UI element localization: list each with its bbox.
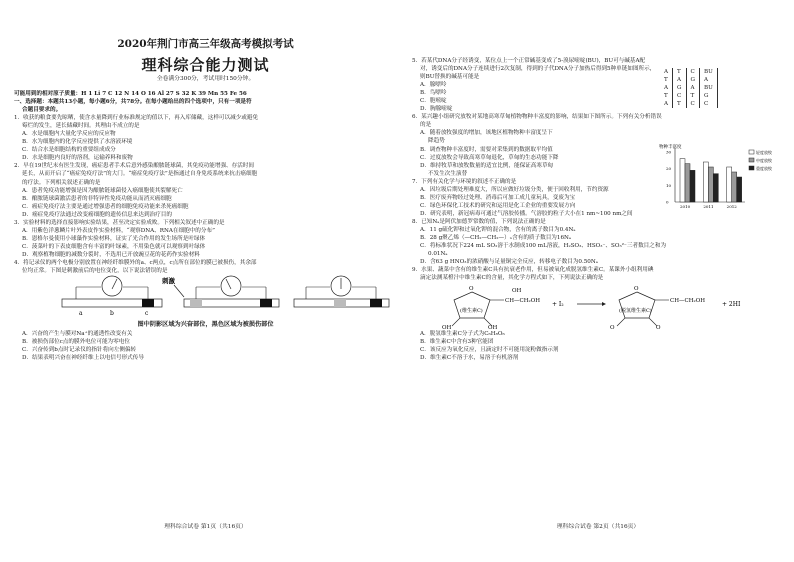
option-d-cont: 不发生次生演替	[428, 170, 468, 177]
svg-text:O: O	[634, 286, 639, 293]
dna-base: A	[660, 84, 673, 92]
dna-strands-table	[660, 68, 718, 108]
stimulus-arrow-icon	[174, 285, 184, 297]
bar	[732, 172, 737, 202]
dna-base: T	[673, 100, 686, 108]
option-c-cont: 0.01Nₐ	[428, 251, 448, 258]
dna-base: A	[660, 68, 673, 76]
section-title: 一、选择题：本题共13小题，每小题6分，共78分。在每小题给出的四个选项中，只有一项是符	[14, 99, 252, 106]
bar	[727, 167, 732, 202]
plus-hi: + 2HI	[722, 301, 741, 309]
vitamin-c-structure	[442, 286, 540, 330]
fiber-propagating	[294, 276, 389, 307]
option-a: A．用紫色洋葱鳞片叶外表皮作实验材料，“观察DNA、RNA在细胞中的分布”	[22, 227, 215, 234]
legend-label: 重度放牧	[756, 166, 772, 171]
legend-swatch	[749, 150, 754, 154]
option-b: B．被损伤部位c点的膜外电位可能为零电位	[22, 339, 130, 346]
question-text: 2．早在19世纪末有医生发现，癌症患者手术后意外感染酿脓链球菌，其免疫功能增强、存活时间	[14, 163, 255, 170]
option-c: C．结合水是细胞结构的重要组成成分	[22, 147, 116, 154]
question-1	[14, 114, 397, 162]
dna-base: BU	[700, 68, 718, 76]
dna-base: T	[660, 76, 673, 84]
option-a: A．兴奋的产生与膜对Na⁺的通透性改变有关	[22, 331, 133, 338]
subject-title: 理科综合能力测试	[141, 56, 270, 74]
question-4	[14, 259, 397, 362]
dna-base: G	[687, 76, 700, 84]
option-c: C．胞嘧啶	[420, 98, 447, 105]
option-d: D．胸腺嘧啶	[420, 106, 453, 113]
question-text: 延长，从而开启了“癌症免疫疗法”的大门。“癌症免疫疗法”是指通过自身免疫系统来抗击癌细胞	[22, 171, 258, 178]
label-a: a	[79, 310, 83, 318]
svg-text:O: O	[656, 325, 661, 331]
option-a: A．随着放牧强度的增加，该地区植物物种丰富度呈下	[420, 130, 553, 137]
question-text: 4．将记录仪的两个电极分别放置在神经纤维膜外的a、c两点，c点所在部位的膜已被损伤，其余部	[14, 259, 257, 266]
right-page	[412, 0, 784, 562]
option-d: D．结果表明兴奋在神经纤维上以电信号形式传导	[22, 355, 144, 362]
option-b: B．医疗废弃物经过处理、消毒后可加工成儿童玩具，变废为宝	[420, 194, 576, 201]
option-c: C．菠菜叶的下表皮细胞含有丰富的叶绿素，不用染色就可以观察到叶绿体	[22, 243, 206, 250]
dna-base: C	[673, 92, 686, 100]
question-text: 的疗法。下列相关叙述正确的是	[22, 179, 101, 186]
dna-base: T	[660, 92, 673, 100]
legend-swatch	[749, 166, 754, 170]
bar	[685, 164, 690, 202]
question-text: 3．实验材料的选择直接影响实验结果，甚至决定实验成败。下列相关叙述中正确的是	[14, 219, 225, 226]
question-text: 则BU替换的碱基可能是	[420, 74, 480, 81]
y-tick-label: 0	[666, 199, 669, 205]
question-text: 1．收获的粮食要先晾晒，使含水量降到行业标准规定的值以下，再入库储藏，这样可以减少或避免	[14, 115, 259, 122]
dna-base: A	[660, 100, 673, 108]
species-richness-chart	[657, 142, 777, 212]
option-a-cont: 降趋势	[428, 138, 445, 145]
dna-base: C	[687, 68, 700, 76]
meter-icon	[221, 276, 241, 296]
question-9	[412, 266, 784, 362]
question-3	[14, 219, 397, 259]
question-text: 霉烂的发生，延长储藏时间。其理由不成立的是	[22, 123, 140, 130]
fiber-before-stimulus	[62, 276, 162, 307]
bar	[680, 159, 685, 202]
figure-caption: 图中阴影区域为兴奋部位，黑色区域为被损伤部位	[137, 321, 274, 329]
option-b: B．酿脓链球菌激活患者的非特异性免疫功能从而消灭癌细胞	[22, 195, 172, 202]
bar	[713, 174, 718, 202]
question-text: 滴定法测某橙汁中维生素C的含量，其化学方程式如下，下列说法正确的是	[420, 275, 604, 282]
option-b: B．调查物种丰富度时，需要对采集到的数据取平均值	[420, 146, 553, 153]
option-d: D．含63 g HNO₃的浓硝酸与足量铜完全反应，转移电子数目为0.50Nₐ	[420, 259, 598, 266]
y-tick-label: 20	[666, 166, 672, 172]
side-chain-text: CH—CH₂OH	[505, 298, 541, 305]
option-a: A．因垃圾后期处理难度大，所以应做好垃圾分类，便于回收利用，节约资源	[420, 186, 609, 193]
side-chain-text: CH—CH₂OH	[670, 298, 706, 305]
dna-base: T	[673, 68, 686, 76]
option-d: D．水是细胞内良好的溶剂，运输养料和废物	[22, 155, 133, 162]
question-text: 8．已知Nₐ是阿伏加德罗常数的值，下列说法正确的是	[412, 218, 546, 225]
dna-base: BU	[700, 84, 718, 92]
question-8	[412, 218, 784, 266]
question-2	[14, 162, 397, 218]
x-tick-label: 2012	[726, 204, 737, 209]
score-note: 全卷满分300分，考试用时150分钟。	[156, 76, 255, 82]
dna-base: C	[700, 100, 718, 108]
option-a: A．水是细胞内大量化学反应的反应物	[22, 131, 116, 138]
y-axis-label: 物种丰富度	[659, 145, 682, 150]
dna-base: C	[687, 100, 700, 108]
y-tick-label: 10	[666, 182, 672, 188]
oh-text: OH	[442, 325, 452, 331]
oh-text: OH	[512, 288, 522, 295]
question-text: 对，诱变后的DNA分子连续进行2次复制，得到的子代DNA分子加热后得到5种单链如图所示，	[420, 66, 656, 73]
option-c: C．将标准状况下224 mL SO₂溶于水制成100 mL溶液，H₂SO₃、HSO₃⁻、SO₃²⁻三者数目之和为	[420, 243, 667, 250]
section-title-cont: 合题目要求的。	[22, 107, 62, 114]
option-a: A．脱氢维生素C分子式为C₆H₈O₆	[420, 331, 505, 338]
atomic-mass-line: 可能用到的相对原子质量：H 1 Li 7 C 12 N 14 O 16 Al 27 S 32 K 39 Mn 55 Fe 56	[14, 91, 247, 97]
left-page	[14, 0, 397, 562]
option-c: C．该反应为氧化反应，且滴定时不可能用淀粉做指示剂	[420, 347, 559, 354]
option-c: C．兴奋传到b点时记录仪的指针将向左侧偏转	[22, 347, 137, 354]
x-tick-label: 2011	[703, 204, 714, 209]
option-b: B．水为细胞内的化学反应提供了水溶液环境	[22, 139, 133, 146]
dna-base: A	[687, 84, 700, 92]
svg-text:O: O	[610, 325, 615, 331]
dna-row	[660, 68, 718, 76]
product-label: (脱氢维生素C)	[619, 308, 652, 315]
dna-row	[660, 92, 718, 100]
option-d: D．维持牧草和放牧数量的适宜比例，能保证高寒草甸	[420, 162, 554, 169]
option-a: A．腺嘌呤	[420, 82, 447, 89]
option-d: D．癌症免疫疗法通过改变癌细胞的遗传信息来达到治疗目的	[22, 211, 172, 218]
option-b: B．维生素C中含有3种官能团	[420, 339, 494, 346]
option-d: D．研究表明，新冠病毒可通过气溶胶传播。气溶胶的粒子大小在1 nm~100 nm之间	[420, 210, 633, 217]
reaction-equation	[412, 282, 784, 330]
label-c: c	[145, 310, 149, 318]
reactant-label: (维生素C)	[460, 308, 483, 315]
y-tick-label: 30	[666, 149, 672, 155]
oh-text: OH	[488, 325, 498, 331]
svg-text:O: O	[469, 286, 474, 293]
option-b: B．恩格尔曼使用小球藻作实验材料，证实了光合作用的发生场所是叶绿体	[22, 235, 206, 242]
page-footer: 理科综合试卷 第2页（共16页）	[556, 524, 640, 530]
bar	[708, 167, 713, 202]
bar	[690, 170, 695, 202]
legend-swatch	[749, 158, 754, 162]
question-text: 5．若某代DNA分子经诱变，某位点上一个正常碱基变成了5-溴尿嘧啶(BU)，BU可与碱基A配	[412, 58, 646, 64]
question-text: 的是	[420, 122, 432, 129]
question-5	[412, 57, 784, 113]
stimulus-label: 刺激	[162, 277, 175, 286]
question-text: 位均正常。下图是刺激前后的电位变化，以下说法错误的是	[22, 268, 168, 275]
dna-base: T	[687, 92, 700, 100]
exam-title: 2020年荆门市高三年级高考模拟考试	[117, 38, 294, 50]
option-a: A．11 g硫化钾和过氧化钾的混合物，含有的离子数目为0.4Nₐ	[420, 226, 576, 233]
plus-i2: + I₂	[552, 301, 564, 309]
dna-row	[660, 76, 718, 84]
label-b: b	[110, 310, 114, 318]
dna-row	[660, 84, 718, 92]
meter-icon	[102, 276, 122, 296]
option-d: D．维生素C不溶于水，易溶于有机溶剂	[420, 355, 519, 362]
dna-base: A	[673, 76, 686, 84]
nerve-fiber-figure	[14, 275, 397, 320]
page-footer: 理科综合试卷 第1页（共16页）	[164, 524, 247, 530]
option-b: B．28 g聚乙烯（—CH₂—CH₂—）ₙ含有的质子数目为16Nₐ	[420, 235, 572, 242]
dna-row	[660, 100, 718, 108]
option-c: C．癌症免疫疗法主要是通过增强患者的细胞免疫功能来杀死癌细胞	[22, 203, 189, 210]
bar	[737, 177, 742, 202]
legend-label: 中度放牧	[756, 158, 772, 163]
option-c: C．绿色环保化工技术的研究和运用是化工企业的重要发展方向	[420, 202, 576, 209]
option-c: C．过度放牧会导致高寒草甸退化，草甸的生态功能下降	[420, 154, 559, 161]
dna-base: G	[700, 92, 718, 100]
reaction-diagram	[412, 282, 784, 330]
fiber-stimulated	[174, 276, 279, 307]
question-text: 6．某兴趣小组研究放牧对某地高寒草甸植物物种丰富度的影响，结果如下图所示。下列有关分析错误	[412, 114, 662, 121]
x-tick-label: 2010	[680, 204, 691, 209]
dna-base: G	[673, 84, 686, 92]
option-d: D．观察植物细胞的减数分裂时，不选用已开放豌豆花的花药作实验材料	[22, 251, 200, 258]
option-a: A．患者免疫功能增强是因为酿脓链球菌侵入癌细胞使其裂解死亡	[22, 187, 183, 194]
legend-label: 轻度放牧	[756, 150, 772, 155]
bar	[703, 162, 708, 202]
dna-base: A	[700, 76, 718, 84]
option-b: B．鸟嘌呤	[420, 90, 447, 97]
nerve-fiber-diagram	[14, 275, 397, 320]
question-text: 7．下列有关化学与环境的叙述不正确的是	[412, 178, 517, 185]
question-text: 9．水果、蔬菜中含有的维生素C具有抗衰老作用，但易被氧化成脱氢维生素C。某课外小组利用碘	[412, 267, 654, 274]
